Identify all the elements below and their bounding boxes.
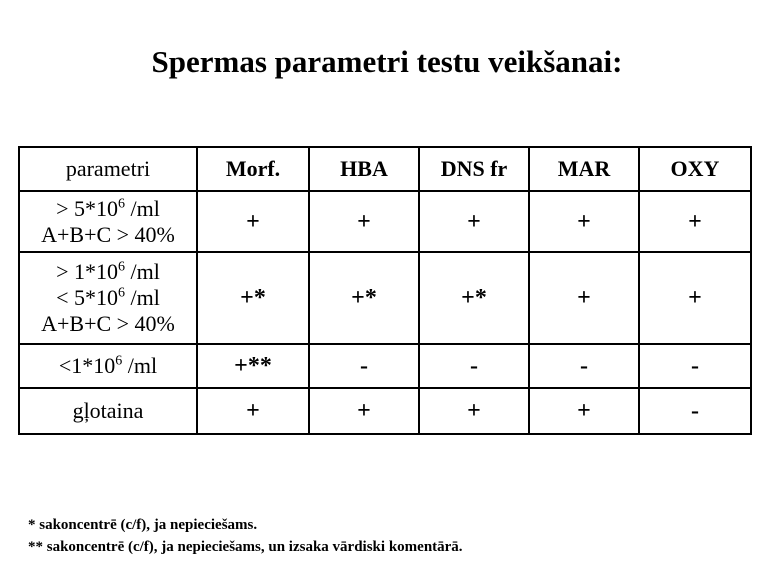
- table-cell: +: [419, 388, 529, 434]
- table-cell: +: [419, 191, 529, 252]
- table-cell: +: [309, 191, 419, 252]
- table-cell: +: [197, 388, 309, 434]
- table-cell: -: [529, 344, 639, 388]
- table-cell: -: [639, 388, 751, 434]
- header-cell-hba: HBA: [309, 147, 419, 191]
- row-label-line: gļotaina: [72, 398, 144, 423]
- table-header-row: [19, 147, 751, 191]
- page-title: Spermas parametri testu veikšanai:: [151, 44, 623, 79]
- table-cell: +*: [309, 252, 419, 344]
- row-label-line: > $5*10^6$ /ml: [56, 195, 160, 221]
- table-row: [19, 388, 751, 434]
- header-cell-oxy: OXY: [639, 147, 751, 191]
- table-cell: +: [529, 252, 639, 344]
- header-cell-morf: Morf.: [197, 147, 309, 191]
- table-cell: +*: [197, 252, 309, 344]
- table-cell: +: [639, 191, 751, 252]
- row-label-line: A+B+C > 40%: [41, 311, 175, 336]
- table-cell: +: [197, 191, 309, 252]
- parameters-table: [18, 146, 752, 435]
- header-cell-mar: MAR: [529, 147, 639, 191]
- table-cell: +: [309, 388, 419, 434]
- table-cell: +: [529, 388, 639, 434]
- row-label-line: A+B+C > 40%: [41, 221, 175, 247]
- table-cell: +**: [197, 344, 309, 388]
- table-cell: -: [419, 344, 529, 388]
- table-cell: -: [639, 344, 751, 388]
- row-label-line: > $1*10^6$ /ml: [56, 259, 160, 284]
- table-cell: +: [639, 252, 751, 344]
- row-label: [19, 388, 197, 434]
- row-label: [19, 191, 197, 252]
- row-label-line: < $5*10^6$ /ml: [56, 285, 160, 310]
- table-row: [19, 191, 751, 252]
- row-label-line: $<1*10^6$ /ml: [58, 353, 158, 378]
- table-cell: +*: [419, 252, 529, 344]
- table-row: [19, 252, 751, 344]
- footnote-single-asterisk: * sakoncentrē (c/f), ja nepieciešams.: [28, 517, 258, 533]
- table-cell: +: [529, 191, 639, 252]
- row-label: [19, 344, 197, 388]
- row-label: [19, 252, 197, 344]
- header-cell-dns-fr: DNS fr: [419, 147, 529, 191]
- table-row: [19, 344, 751, 388]
- footnotes: [28, 514, 463, 558]
- header-cell-parametri: parametri: [19, 147, 197, 191]
- table-cell: -: [309, 344, 419, 388]
- footnote-double-asterisk: ** sakoncentrē (c/f), ja nepieciešams, un izsaka vārdiski komentārā.: [28, 539, 463, 555]
